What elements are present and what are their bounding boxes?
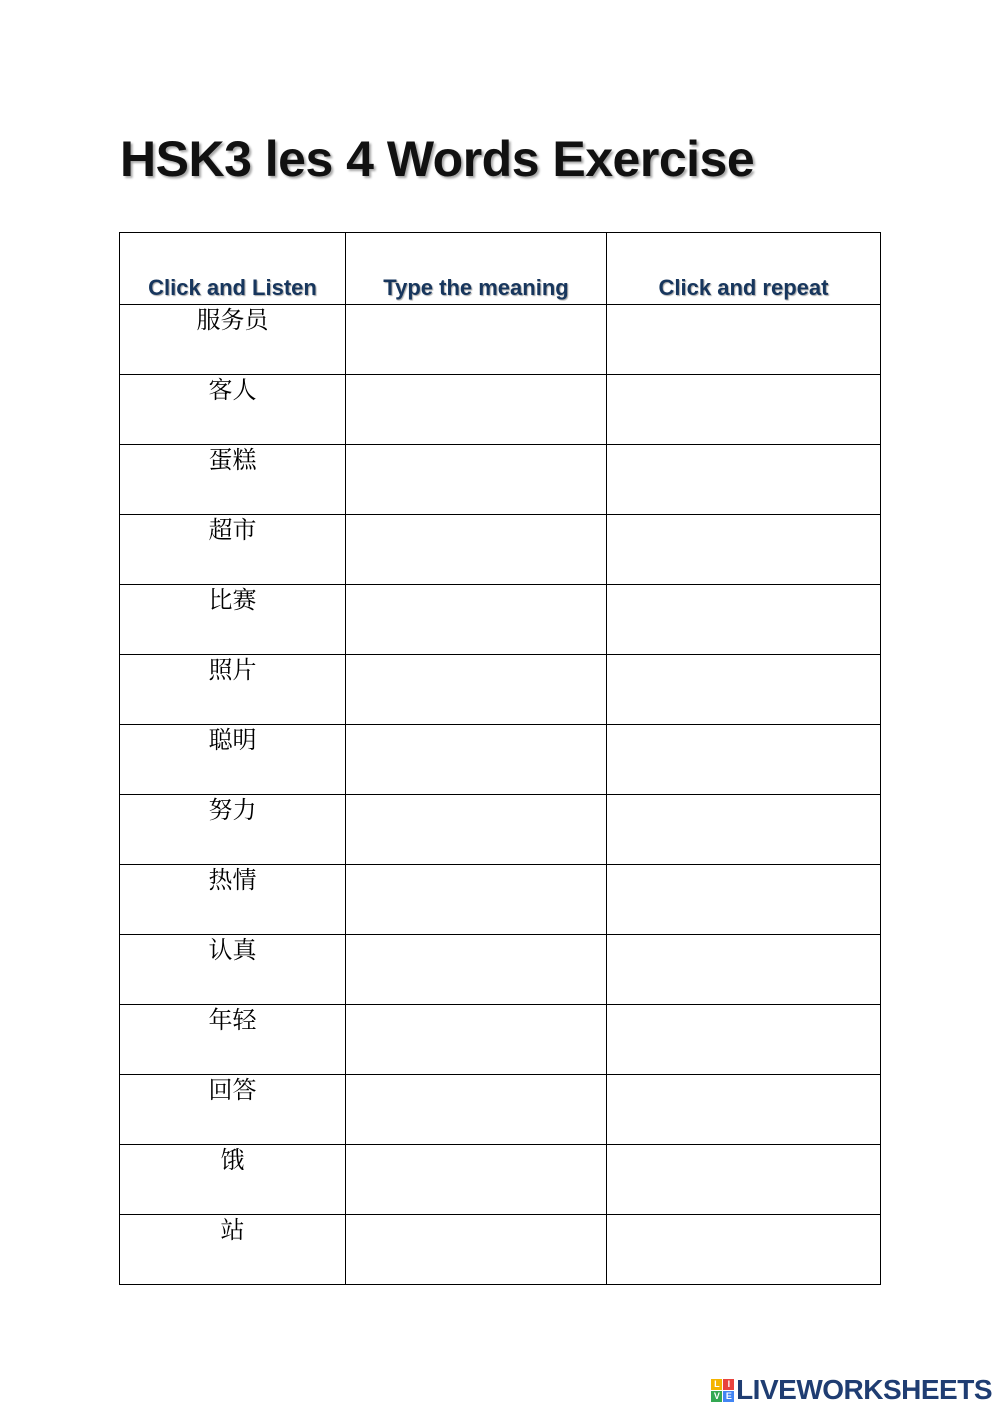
table-row <box>120 585 881 655</box>
chinese-word: 照片 <box>208 656 257 684</box>
repeat-cell[interactable] <box>607 1215 881 1285</box>
table-row <box>120 375 881 445</box>
listen-word-cell[interactable] <box>120 795 346 865</box>
listen-word-cell[interactable] <box>120 375 346 445</box>
table-row <box>120 865 881 935</box>
table-row <box>120 795 881 865</box>
chinese-word: 努力 <box>208 796 257 824</box>
vocabulary-table <box>119 232 881 1285</box>
meaning-input-cell[interactable] <box>346 305 607 375</box>
repeat-cell[interactable] <box>607 655 881 725</box>
listen-word-cell[interactable] <box>120 725 346 795</box>
meaning-input-cell[interactable] <box>346 935 607 1005</box>
chinese-word: 回答 <box>208 1076 257 1104</box>
listen-word-cell[interactable] <box>120 445 346 515</box>
table-row <box>120 1075 881 1145</box>
liveworksheets-logo <box>711 1374 992 1406</box>
header-click-and-repeat: Click and repeat <box>607 233 881 305</box>
repeat-cell[interactable] <box>607 795 881 865</box>
listen-word-cell[interactable] <box>120 1005 346 1075</box>
meaning-input-cell[interactable] <box>346 1075 607 1145</box>
chinese-word: 饿 <box>220 1146 245 1174</box>
listen-word-cell[interactable] <box>120 1145 346 1215</box>
live-logo-icon <box>711 1379 734 1402</box>
meaning-input-cell[interactable] <box>346 655 607 725</box>
logo-square-i: I <box>723 1379 734 1390</box>
table-row <box>120 1215 881 1285</box>
table-row <box>120 725 881 795</box>
table-row <box>120 515 881 585</box>
chinese-word: 认真 <box>208 936 257 964</box>
repeat-cell[interactable] <box>607 1075 881 1145</box>
logo-square-e: E <box>723 1391 734 1402</box>
chinese-word: 超市 <box>208 516 257 544</box>
meaning-input-cell[interactable] <box>346 445 607 515</box>
repeat-cell[interactable] <box>607 935 881 1005</box>
chinese-word: 蛋糕 <box>208 446 257 474</box>
meaning-input-cell[interactable] <box>346 1005 607 1075</box>
header-type-the-meaning: Type the meaning <box>346 233 607 305</box>
listen-word-cell[interactable] <box>120 585 346 655</box>
chinese-word: 站 <box>220 1216 245 1244</box>
meaning-input-cell[interactable] <box>346 375 607 445</box>
listen-word-cell[interactable] <box>120 865 346 935</box>
meaning-input-cell[interactable] <box>346 725 607 795</box>
repeat-cell[interactable] <box>607 725 881 795</box>
logo-square-v: V <box>711 1391 722 1402</box>
repeat-cell[interactable] <box>607 865 881 935</box>
table-row <box>120 935 881 1005</box>
listen-word-cell[interactable] <box>120 655 346 725</box>
logo-square-l: L <box>711 1379 722 1390</box>
table-row <box>120 445 881 515</box>
chinese-word: 热情 <box>208 866 257 894</box>
listen-word-cell[interactable] <box>120 515 346 585</box>
listen-word-cell[interactable] <box>120 1215 346 1285</box>
listen-word-cell[interactable] <box>120 305 346 375</box>
listen-word-cell[interactable] <box>120 935 346 1005</box>
chinese-word: 服务员 <box>196 306 269 334</box>
meaning-input-cell[interactable] <box>346 795 607 865</box>
meaning-input-cell[interactable] <box>346 865 607 935</box>
repeat-cell[interactable] <box>607 375 881 445</box>
worksheet-title: HSK3 les 4 Words Exercise <box>120 131 755 187</box>
chinese-word: 比赛 <box>208 586 257 614</box>
table-row <box>120 305 881 375</box>
chinese-word: 聪明 <box>208 726 257 754</box>
chinese-word: 客人 <box>208 376 257 404</box>
table-row <box>120 655 881 725</box>
meaning-input-cell[interactable] <box>346 1215 607 1285</box>
repeat-cell[interactable] <box>607 515 881 585</box>
chinese-word: 年轻 <box>208 1006 257 1034</box>
meaning-input-cell[interactable] <box>346 1145 607 1215</box>
repeat-cell[interactable] <box>607 1005 881 1075</box>
table-row <box>120 1145 881 1215</box>
repeat-cell[interactable] <box>607 305 881 375</box>
header-click-and-listen: Click and Listen <box>120 233 346 305</box>
table-header-row <box>120 233 881 305</box>
repeat-cell[interactable] <box>607 585 881 655</box>
repeat-cell[interactable] <box>607 1145 881 1215</box>
meaning-input-cell[interactable] <box>346 515 607 585</box>
repeat-cell[interactable] <box>607 445 881 515</box>
listen-word-cell[interactable] <box>120 1075 346 1145</box>
meaning-input-cell[interactable] <box>346 585 607 655</box>
logo-text: LIVEWORKSHEETS <box>736 1374 992 1405</box>
table-row <box>120 1005 881 1075</box>
